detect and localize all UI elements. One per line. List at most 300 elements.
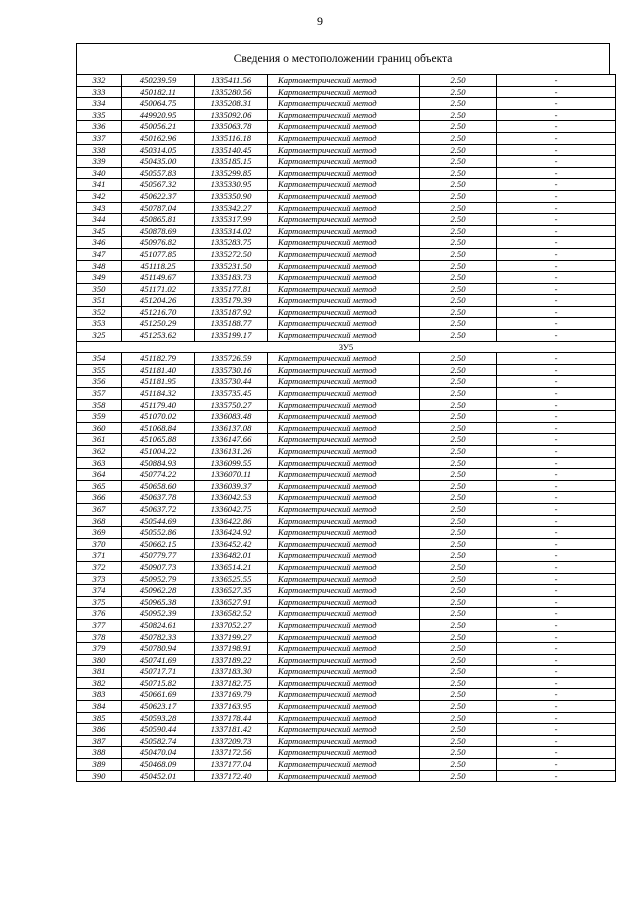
y-coordinate-cell: 1335314.02	[195, 225, 268, 237]
x-coordinate-cell: 450976.82	[122, 237, 195, 249]
y-coordinate-cell: 1335735.45	[195, 388, 268, 400]
description-cell: -	[497, 770, 616, 782]
accuracy-cell: 2.50	[420, 214, 497, 226]
method-cell: Картометрический метод	[268, 561, 420, 573]
table-row	[77, 109, 616, 121]
accuracy-cell: 2.50	[420, 735, 497, 747]
description-cell: -	[497, 411, 616, 423]
y-coordinate-cell: 1335342.27	[195, 202, 268, 214]
accuracy-cell: 2.50	[420, 248, 497, 260]
table-row	[77, 480, 616, 492]
point-number-cell: 380	[77, 654, 122, 666]
point-number-cell: 336	[77, 121, 122, 133]
x-coordinate-cell: 451250.29	[122, 318, 195, 330]
description-cell: -	[497, 689, 616, 701]
y-coordinate-cell: 1337181.42	[195, 724, 268, 736]
x-coordinate-cell: 450662.15	[122, 538, 195, 550]
y-coordinate-cell: 1335199.17	[195, 330, 268, 342]
x-coordinate-cell: 450780.94	[122, 643, 195, 655]
point-number-cell: 335	[77, 109, 122, 121]
description-cell: -	[497, 132, 616, 144]
description-cell: -	[497, 457, 616, 469]
method-cell: Картометрический метод	[268, 272, 420, 284]
accuracy-cell: 2.50	[420, 457, 497, 469]
x-coordinate-cell: 450552.86	[122, 527, 195, 539]
table-row	[77, 318, 616, 330]
method-cell: Картометрический метод	[268, 735, 420, 747]
table-row	[77, 364, 616, 376]
y-coordinate-cell: 1336482.01	[195, 550, 268, 562]
point-number-cell: 377	[77, 619, 122, 631]
point-number-cell: 332	[77, 75, 122, 87]
y-coordinate-cell: 1335330.95	[195, 179, 268, 191]
x-coordinate-cell: 450623.17	[122, 701, 195, 713]
point-number-cell: 382	[77, 677, 122, 689]
table-row	[77, 434, 616, 446]
method-cell: Картометрический метод	[268, 179, 420, 191]
point-number-cell: 334	[77, 98, 122, 110]
point-number-cell: 355	[77, 364, 122, 376]
description-cell: -	[497, 318, 616, 330]
point-number-cell: 366	[77, 492, 122, 504]
accuracy-cell: 2.50	[420, 480, 497, 492]
accuracy-cell: 2.50	[420, 747, 497, 759]
x-coordinate-cell: 451216.70	[122, 306, 195, 318]
boundary-table	[76, 43, 610, 782]
x-coordinate-cell: 450715.82	[122, 677, 195, 689]
x-coordinate-cell: 450239.59	[122, 75, 195, 87]
table-row	[77, 237, 616, 249]
x-coordinate-cell: 450056.21	[122, 121, 195, 133]
x-coordinate-cell: 451118.25	[122, 260, 195, 272]
x-coordinate-cell: 450741.69	[122, 654, 195, 666]
accuracy-cell: 2.50	[420, 260, 497, 272]
point-number-cell: 368	[77, 515, 122, 527]
x-coordinate-cell: 449920.95	[122, 109, 195, 121]
method-cell: Картометрический метод	[268, 701, 420, 713]
y-coordinate-cell: 1336525.55	[195, 573, 268, 585]
method-cell: Картометрический метод	[268, 747, 420, 759]
point-number-cell: 384	[77, 701, 122, 713]
description-cell: -	[497, 144, 616, 156]
accuracy-cell: 2.50	[420, 503, 497, 515]
description-cell: -	[497, 492, 616, 504]
table-row	[77, 469, 616, 481]
method-cell: Картометрический метод	[268, 353, 420, 365]
x-coordinate-cell: 450452.01	[122, 770, 195, 782]
point-number-cell: 340	[77, 167, 122, 179]
x-coordinate-cell: 450182.11	[122, 86, 195, 98]
section-label: ЗУ5	[77, 341, 616, 353]
description-cell: -	[497, 573, 616, 585]
method-cell: Картометрический метод	[268, 457, 420, 469]
description-cell: -	[497, 434, 616, 446]
method-cell: Картометрический метод	[268, 295, 420, 307]
x-coordinate-cell: 450637.78	[122, 492, 195, 504]
x-coordinate-cell: 450962.28	[122, 585, 195, 597]
table-row	[77, 503, 616, 515]
method-cell: Картометрический метод	[268, 306, 420, 318]
description-cell: -	[497, 712, 616, 724]
table-row	[77, 376, 616, 388]
table-row	[77, 561, 616, 573]
accuracy-cell: 2.50	[420, 364, 497, 376]
accuracy-cell: 2.50	[420, 283, 497, 295]
accuracy-cell: 2.50	[420, 411, 497, 423]
description-cell: -	[497, 295, 616, 307]
accuracy-cell: 2.50	[420, 666, 497, 678]
method-cell: Картометрический метод	[268, 422, 420, 434]
accuracy-cell: 2.50	[420, 272, 497, 284]
x-coordinate-cell: 451065.88	[122, 434, 195, 446]
y-coordinate-cell: 1336422.86	[195, 515, 268, 527]
y-coordinate-cell: 1335726.59	[195, 353, 268, 365]
table-row	[77, 666, 616, 678]
x-coordinate-cell: 450661.69	[122, 689, 195, 701]
point-number-cell: 387	[77, 735, 122, 747]
method-cell: Картометрический метод	[268, 515, 420, 527]
point-number-cell: 338	[77, 144, 122, 156]
method-cell: Картометрический метод	[268, 330, 420, 342]
point-number-cell: 385	[77, 712, 122, 724]
table-row	[77, 260, 616, 272]
x-coordinate-cell: 451181.40	[122, 364, 195, 376]
x-coordinate-cell: 450435.00	[122, 156, 195, 168]
description-cell: -	[497, 608, 616, 620]
method-cell: Картометрический метод	[268, 283, 420, 295]
point-number-cell: 333	[77, 86, 122, 98]
point-number-cell: 359	[77, 411, 122, 423]
description-cell: -	[497, 480, 616, 492]
table-row	[77, 631, 616, 643]
description-cell: -	[497, 666, 616, 678]
y-coordinate-cell: 1337052.27	[195, 619, 268, 631]
table-row	[77, 608, 616, 620]
description-cell: -	[497, 654, 616, 666]
method-cell: Картометрический метод	[268, 631, 420, 643]
method-cell: Картометрический метод	[268, 770, 420, 782]
method-cell: Картометрический метод	[268, 550, 420, 562]
description-cell: -	[497, 272, 616, 284]
y-coordinate-cell: 1336147.66	[195, 434, 268, 446]
accuracy-cell: 2.50	[420, 388, 497, 400]
description-cell: -	[497, 202, 616, 214]
accuracy-cell: 2.50	[420, 538, 497, 550]
x-coordinate-cell: 451179.40	[122, 399, 195, 411]
point-number-cell: 349	[77, 272, 122, 284]
y-coordinate-cell: 1337209.73	[195, 735, 268, 747]
x-coordinate-cell: 451070.02	[122, 411, 195, 423]
table-row	[77, 156, 616, 168]
point-number-cell: 360	[77, 422, 122, 434]
method-cell: Картометрический метод	[268, 75, 420, 87]
y-coordinate-cell: 1335177.81	[195, 283, 268, 295]
method-cell: Картометрический метод	[268, 190, 420, 202]
description-cell: -	[497, 759, 616, 771]
accuracy-cell: 2.50	[420, 306, 497, 318]
accuracy-cell: 2.50	[420, 225, 497, 237]
description-cell: -	[497, 330, 616, 342]
table-row	[77, 550, 616, 562]
y-coordinate-cell: 1335411.56	[195, 75, 268, 87]
method-cell: Картометрический метод	[268, 86, 420, 98]
point-number-cell: 348	[77, 260, 122, 272]
y-coordinate-cell: 1337169.79	[195, 689, 268, 701]
x-coordinate-cell: 450717.71	[122, 666, 195, 678]
accuracy-cell: 2.50	[420, 98, 497, 110]
description-cell: -	[497, 399, 616, 411]
description-cell: -	[497, 631, 616, 643]
x-coordinate-cell: 450593.28	[122, 712, 195, 724]
y-coordinate-cell: 1335208.31	[195, 98, 268, 110]
table-body	[77, 75, 616, 782]
method-cell: Картометрический метод	[268, 121, 420, 133]
description-cell: -	[497, 422, 616, 434]
point-number-cell: 374	[77, 585, 122, 597]
y-coordinate-cell: 1336099.55	[195, 457, 268, 469]
method-cell: Картометрический метод	[268, 538, 420, 550]
y-coordinate-cell: 1336582.52	[195, 608, 268, 620]
accuracy-cell: 2.50	[420, 527, 497, 539]
table-row	[77, 225, 616, 237]
y-coordinate-cell: 1335750.27	[195, 399, 268, 411]
y-coordinate-cell: 1335272.50	[195, 248, 268, 260]
method-cell: Картометрический метод	[268, 527, 420, 539]
accuracy-cell: 2.50	[420, 237, 497, 249]
method-cell: Картометрический метод	[268, 596, 420, 608]
method-cell: Картометрический метод	[268, 446, 420, 458]
point-number-cell: 373	[77, 573, 122, 585]
x-coordinate-cell: 450878.69	[122, 225, 195, 237]
point-number-cell: 363	[77, 457, 122, 469]
x-coordinate-cell: 450907.73	[122, 561, 195, 573]
point-number-cell: 376	[77, 608, 122, 620]
method-cell: Картометрический метод	[268, 573, 420, 585]
table-row	[77, 411, 616, 423]
table-row	[77, 712, 616, 724]
point-number-cell: 353	[77, 318, 122, 330]
description-cell: -	[497, 446, 616, 458]
y-coordinate-cell: 1336131.26	[195, 446, 268, 458]
y-coordinate-cell: 1335185.15	[195, 156, 268, 168]
y-coordinate-cell: 1337199.27	[195, 631, 268, 643]
x-coordinate-cell: 450952.39	[122, 608, 195, 620]
accuracy-cell: 2.50	[420, 631, 497, 643]
point-number-cell: 361	[77, 434, 122, 446]
point-number-cell: 383	[77, 689, 122, 701]
method-cell: Картометрический метод	[268, 98, 420, 110]
description-cell: -	[497, 643, 616, 655]
method-cell: Картометрический метод	[268, 492, 420, 504]
x-coordinate-cell: 450557.83	[122, 167, 195, 179]
method-cell: Картометрический метод	[268, 469, 420, 481]
point-number-cell: 369	[77, 527, 122, 539]
x-coordinate-cell: 450470.04	[122, 747, 195, 759]
table-row	[77, 295, 616, 307]
accuracy-cell: 2.50	[420, 167, 497, 179]
description-cell: -	[497, 109, 616, 121]
table-row	[77, 492, 616, 504]
description-cell: -	[497, 747, 616, 759]
x-coordinate-cell: 451068.84	[122, 422, 195, 434]
y-coordinate-cell: 1336527.91	[195, 596, 268, 608]
description-cell: -	[497, 75, 616, 87]
table-row	[77, 330, 616, 342]
point-number-cell: 388	[77, 747, 122, 759]
x-coordinate-cell: 450965.38	[122, 596, 195, 608]
table-row	[77, 283, 616, 295]
description-cell: -	[497, 179, 616, 191]
accuracy-cell: 2.50	[420, 179, 497, 191]
accuracy-cell: 2.50	[420, 330, 497, 342]
description-cell: -	[497, 538, 616, 550]
x-coordinate-cell: 451184.32	[122, 388, 195, 400]
y-coordinate-cell: 1336070.11	[195, 469, 268, 481]
x-coordinate-cell: 450582.74	[122, 735, 195, 747]
table-row	[77, 202, 616, 214]
table-row	[77, 677, 616, 689]
method-cell: Картометрический метод	[268, 677, 420, 689]
table-row	[77, 643, 616, 655]
y-coordinate-cell: 1336042.75	[195, 503, 268, 515]
accuracy-cell: 2.50	[420, 75, 497, 87]
point-number-cell: 347	[77, 248, 122, 260]
y-coordinate-cell: 1335187.92	[195, 306, 268, 318]
point-number-cell: 370	[77, 538, 122, 550]
description-cell: -	[497, 619, 616, 631]
point-number-cell: 362	[77, 446, 122, 458]
point-number-cell: 358	[77, 399, 122, 411]
table-row	[77, 144, 616, 156]
table-row	[77, 272, 616, 284]
x-coordinate-cell: 450779.77	[122, 550, 195, 562]
accuracy-cell: 2.50	[420, 434, 497, 446]
table-row	[77, 770, 616, 782]
y-coordinate-cell: 1335183.73	[195, 272, 268, 284]
description-cell: -	[497, 214, 616, 226]
y-coordinate-cell: 1335730.16	[195, 364, 268, 376]
description-cell: -	[497, 677, 616, 689]
point-number-cell: 381	[77, 666, 122, 678]
y-coordinate-cell: 1336527.35	[195, 585, 268, 597]
method-cell: Картометрический метод	[268, 724, 420, 736]
x-coordinate-cell: 450637.72	[122, 503, 195, 515]
method-cell: Картометрический метод	[268, 689, 420, 701]
method-cell: Картометрический метод	[268, 225, 420, 237]
description-cell: -	[497, 527, 616, 539]
point-number-cell: 372	[77, 561, 122, 573]
table-row	[77, 689, 616, 701]
method-cell: Картометрический метод	[268, 248, 420, 260]
method-cell: Картометрический метод	[268, 480, 420, 492]
accuracy-cell: 2.50	[420, 144, 497, 156]
accuracy-cell: 2.50	[420, 619, 497, 631]
x-coordinate-cell: 451077.85	[122, 248, 195, 260]
x-coordinate-cell: 451149.67	[122, 272, 195, 284]
x-coordinate-cell: 450314.05	[122, 144, 195, 156]
y-coordinate-cell: 1335280.56	[195, 86, 268, 98]
method-cell: Картометрический метод	[268, 109, 420, 121]
table-row	[77, 735, 616, 747]
description-cell: -	[497, 503, 616, 515]
method-cell: Картометрический метод	[268, 643, 420, 655]
table-row	[77, 353, 616, 365]
y-coordinate-cell: 1337177.04	[195, 759, 268, 771]
accuracy-cell: 2.50	[420, 469, 497, 481]
table-row	[77, 86, 616, 98]
table-row	[77, 132, 616, 144]
y-coordinate-cell: 1336137.08	[195, 422, 268, 434]
table-row	[77, 121, 616, 133]
method-cell: Картометрический метод	[268, 237, 420, 249]
description-cell: -	[497, 237, 616, 249]
description-cell: -	[497, 156, 616, 168]
point-number-cell: 337	[77, 132, 122, 144]
method-cell: Картометрический метод	[268, 376, 420, 388]
table-row	[77, 75, 616, 87]
point-number-cell: 364	[77, 469, 122, 481]
accuracy-cell: 2.50	[420, 156, 497, 168]
x-coordinate-cell: 451253.62	[122, 330, 195, 342]
x-coordinate-cell: 451004.22	[122, 446, 195, 458]
point-number-cell: 325	[77, 330, 122, 342]
method-cell: Картометрический метод	[268, 388, 420, 400]
accuracy-cell: 2.50	[420, 596, 497, 608]
y-coordinate-cell: 1335116.18	[195, 132, 268, 144]
y-coordinate-cell: 1335092.06	[195, 109, 268, 121]
description-cell: -	[497, 596, 616, 608]
table-title: Сведения о местоположении границ объекта	[76, 43, 610, 74]
table-row	[77, 619, 616, 631]
accuracy-cell: 2.50	[420, 109, 497, 121]
x-coordinate-cell: 450824.61	[122, 619, 195, 631]
x-coordinate-cell: 450774.22	[122, 469, 195, 481]
x-coordinate-cell: 450162.96	[122, 132, 195, 144]
y-coordinate-cell: 1335188.77	[195, 318, 268, 330]
table-row	[77, 515, 616, 527]
accuracy-cell: 2.50	[420, 492, 497, 504]
x-coordinate-cell: 450952.79	[122, 573, 195, 585]
accuracy-cell: 2.50	[420, 295, 497, 307]
accuracy-cell: 2.50	[420, 202, 497, 214]
description-cell: -	[497, 306, 616, 318]
accuracy-cell: 2.50	[420, 654, 497, 666]
point-number-cell: 352	[77, 306, 122, 318]
y-coordinate-cell: 1337183.30	[195, 666, 268, 678]
table-row	[77, 388, 616, 400]
point-number-cell: 390	[77, 770, 122, 782]
description-cell: -	[497, 701, 616, 713]
y-coordinate-cell: 1336042.53	[195, 492, 268, 504]
point-number-cell: 357	[77, 388, 122, 400]
description-cell: -	[497, 376, 616, 388]
method-cell: Картометрический метод	[268, 619, 420, 631]
point-number-cell: 367	[77, 503, 122, 515]
y-coordinate-cell: 1335350.90	[195, 190, 268, 202]
table-row	[77, 190, 616, 202]
accuracy-cell: 2.50	[420, 677, 497, 689]
description-cell: -	[497, 86, 616, 98]
method-cell: Картометрический метод	[268, 654, 420, 666]
description-cell: -	[497, 550, 616, 562]
y-coordinate-cell: 1335283.75	[195, 237, 268, 249]
accuracy-cell: 2.50	[420, 701, 497, 713]
method-cell: Картометрический метод	[268, 318, 420, 330]
table-row	[77, 701, 616, 713]
accuracy-cell: 2.50	[420, 712, 497, 724]
x-coordinate-cell: 450622.37	[122, 190, 195, 202]
method-cell: Картометрический метод	[268, 399, 420, 411]
